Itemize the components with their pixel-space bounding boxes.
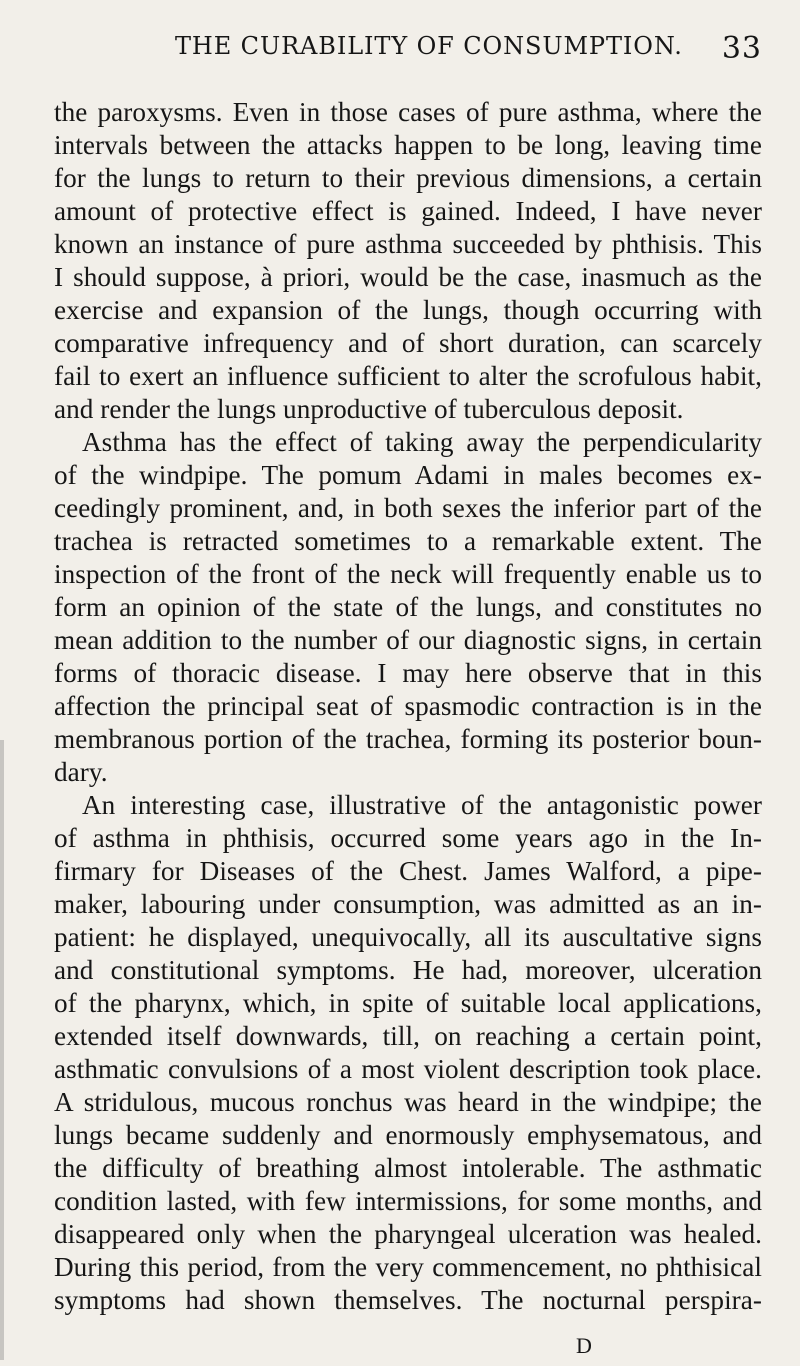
text-line: forms of thoracic disease. I may here observe that in this: [54, 658, 762, 688]
text-line: known an instance of pure asthma succeeded by phthisis. This: [54, 229, 762, 259]
text-line: patient: he displayed, unequivocally, all its auscultative signs: [54, 922, 762, 952]
text-line: the paroxysms. Even in those cases of pure asthma, where the: [54, 97, 762, 127]
text-line: ceedingly prominent, and, in both sexes the inferior part of the: [54, 493, 762, 523]
text-line: intervals between the attacks happen to be long, leaving time: [54, 130, 762, 160]
text-line: amount of protective effect is gained. Indeed, I have never: [54, 196, 762, 226]
text-line: During this period, from the very commencement, no phthisical: [54, 1252, 762, 1282]
text-line: exercise and expansion of the lungs, though occurring with: [54, 295, 762, 325]
text-line: asthmatic convulsions of a most violent description took place.: [54, 1054, 762, 1084]
text-line: trachea is retracted sometimes to a remarkable extent. The: [54, 526, 762, 556]
text-line: fail to exert an influence sufficient to alter the scrofulous habit,: [54, 361, 762, 391]
text-line: Asthma has the effect of taking away the perpendicularity: [82, 427, 762, 457]
signature-mark: D: [576, 1333, 592, 1358]
text-line: dary.: [54, 757, 108, 787]
running-title: THE CURABILITY OF CONSUMPTION.: [175, 32, 683, 60]
text-line: comparative infrequency and of short duration, can scarcely: [54, 328, 762, 358]
text-line: mean addition to the number of our diagnostic signs, in certain: [54, 625, 762, 655]
text-line: of the windpipe. The pomum Adami in males becomes ex-: [54, 460, 762, 490]
page-number: 33: [721, 31, 762, 66]
body-text: [54, 96, 762, 1317]
text-line: and render the lungs unproductive of tuberculous deposit.: [54, 394, 684, 424]
text-line: inspection of the front of the neck will frequently enable us to: [54, 559, 762, 589]
text-line: symptoms had shown themselves. The nocturnal perspira-: [54, 1285, 762, 1315]
text-line: lungs became suddenly and enormously emphysematous, and: [54, 1120, 762, 1150]
text-line: for the lungs to return to their previous dimensions, a certain: [54, 163, 762, 193]
text-line: A stridulous, mucous ronchus was heard in the windpipe; the: [54, 1087, 762, 1117]
text-line: firmary for Diseases of the Chest. James Walford, a pipe-: [54, 856, 762, 886]
text-line: of asthma in phthisis, occurred some years ago in the In-: [54, 823, 762, 853]
text-line: of the pharynx, which, in spite of suitable local applications,: [54, 988, 762, 1018]
text-line: the difficulty of breathing almost intolerable. The asthmatic: [54, 1153, 762, 1183]
text-line: An interesting case, illustrative of the antagonistic power: [82, 790, 762, 820]
text-line: form an opinion of the state of the lungs, and constitutes no: [54, 592, 762, 622]
text-line: maker, labouring under consumption, was admitted as an in-: [54, 889, 762, 919]
text-line: membranous portion of the trachea, forming its posterior boun-: [54, 724, 762, 754]
text-line: affection the principal seat of spasmodic contraction is in the: [54, 691, 762, 721]
text-line: and constitutional symptoms. He had, moreover, ulceration: [54, 955, 762, 985]
page-header: [0, 32, 800, 74]
text-line: condition lasted, with few intermissions, for some months, and: [54, 1186, 762, 1216]
page-edge-shadow: [0, 740, 4, 1360]
text-line: extended itself downwards, till, on reaching a certain point,: [54, 1021, 762, 1051]
text-line: disappeared only when the pharyngeal ulceration was healed.: [54, 1219, 762, 1249]
text-line: I should suppose, à priori, would be the case, inasmuch as the: [54, 262, 762, 292]
